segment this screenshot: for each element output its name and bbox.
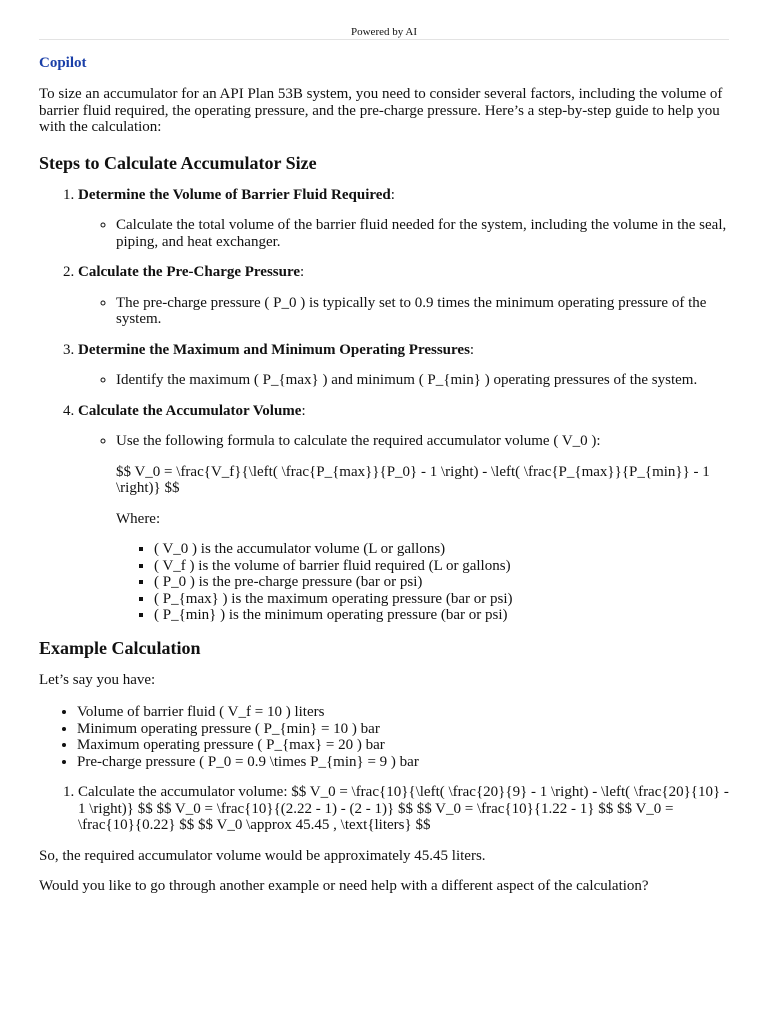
powered-by-header: Powered by AI [351, 26, 417, 38]
step-title: Calculate the Pre-Charge Pressure [78, 264, 301, 280]
intro-paragraph: To size an accumulator for an API Plan 53B system, you need to consider several factors, including the volume of barrier fluid required, the operating pressure, and the pre-charge pressure. Here’s a step-by-step guide to help you with the calculation: [39, 86, 723, 135]
steps-heading: Steps to Calculate Accumulator Size [39, 152, 317, 173]
step-title: Determine the Maximum and Minimum Operating Pressures [78, 341, 470, 358]
step-detail: ◦ Identify the maximum ( P_{max} ) and minimum ( P_{min} ) operating pressures of the system. [116, 372, 729, 389]
accumulator-formula: $$ V_0 = \frac{V_f}{\left( \frac{P_{max}}{P_0} - 1 \right) - \left( \frac{P_{max}}{P_{min}} - 1 \right)} $$ [116, 463, 710, 496]
example-heading: Example Calculation [39, 637, 201, 658]
step-detail-block [116, 433, 729, 624]
definition-item: ▪ ( P_{min} ) is the minimum operating pressure (bar or psi) [154, 607, 729, 624]
step-detail-list [78, 433, 729, 624]
lets-say-text: Let’s say you have: [39, 671, 156, 688]
where-label: Where: [116, 510, 161, 527]
calculation-step: 1. Calculate the accumulator volume: $$ V_0 = \frac{10}{\left( \frac{20}{9} - 1 \right) - \left( \frac{20}{10} - 1 \right)} $$ $$ V_0 = \frac{10}{(2.22 - 1) - (2 - 1)} $$ $$ V_0 = \frac{10}{1.22 - 1} $$ $$ V_0 = \frac{10}{0.22} $$ $$ V_0 \approx 45.45 , \text{liters} $$ [78, 784, 729, 834]
definitions-list [116, 541, 729, 624]
step-detail-list [78, 217, 729, 250]
calculation-list [39, 784, 729, 834]
definition-item: ▪ ( P_0 ) is the pre-charge pressure (bar or psi) [154, 574, 729, 591]
step-detail: ◦ Calculate the total volume of the barrier fluid needed for the system, including the volume in the seal, piping, and heat exchanger. [116, 217, 729, 250]
step-item: 2. Calculate the Pre-Charge Pressure: ◦ The pre-charge pressure ( P_0 ) is typically set to 0.9 times the minimum operating pressure of the system. [78, 264, 729, 328]
header-divider [39, 39, 729, 40]
definition-item: ▪ ( V_0 ) is the accumulator volume (L or gallons) [154, 541, 729, 558]
example-values-list [39, 704, 729, 770]
step-title: Calculate the Accumulator Volume [78, 402, 302, 419]
example-value-item: • Maximum operating pressure ( P_{max} = 20 ) bar [77, 737, 729, 754]
example-value-item: • Pre-charge pressure ( P_0 = 0.9 \times P_{min} = 9 ) bar [77, 754, 729, 771]
step-detail: ◦ Use the following formula to calculate the required accumulator volume ( V_0 ): [116, 433, 601, 449]
copilot-label: Copilot [39, 55, 87, 71]
step-detail: ◦ The pre-charge pressure ( P_0 ) is typically set to 0.9 times the minimum operating pressure of the system. [116, 295, 729, 328]
steps-list [39, 187, 729, 624]
definition-item: ▪ ( P_{max} ) is the maximum operating pressure (bar or psi) [154, 591, 729, 608]
step-item: 4. Calculate the Accumulator Volume: ◦ Use the following formula to calculate the required accumulator volume ( V_0 ): $$ V_0 = \frac{V_f}{\left( \frac{P_{max}}{P_0} - 1 \right) - \left( \frac{P_{max}}{P_{min}} - 1 \right)} $$ Where: ▪ ( V_0 ) is the accumulator volume (L or gallons) ▪ ( V_f ) is the volume of barrier fluid required (L or gallons) ▪ ( P_0 ) is the pre-charge pressure (bar or psi) ▪ ( P_{max} ) is the maximum operating pressure (bar or psi) ▪ ( P_{min} ) is the minimum operating pressure (bar or psi) [78, 403, 729, 624]
step-title: Determine the Volume of Barrier Fluid Required [78, 186, 391, 203]
example-value-item: • Volume of barrier fluid ( V_f = 10 ) liters [77, 704, 729, 721]
step-item: 1. Determine the Volume of Barrier Fluid Required: ◦ Calculate the total volume of the barrier fluid needed for the system, including the volume in the seal, piping, and heat exchanger. [78, 187, 729, 251]
step-detail-list [78, 372, 729, 389]
step-detail-list [78, 295, 729, 328]
result-text: So, the required accumulator volume would be approximately 45.45 liters. [39, 847, 486, 864]
definition-item: ▪ ( V_f ) is the volume of barrier fluid required (L or gallons) [154, 558, 729, 575]
followup-question: Would you like to go through another example or need help with a different aspect of the calculation? [39, 878, 649, 894]
example-value-item: • Minimum operating pressure ( P_{min} = 10 ) bar [77, 721, 729, 738]
step-item: 3. Determine the Maximum and Minimum Operating Pressures: ◦ Identify the maximum ( P_{max} ) and minimum ( P_{min} ) operating pressures of the system. [78, 342, 729, 389]
